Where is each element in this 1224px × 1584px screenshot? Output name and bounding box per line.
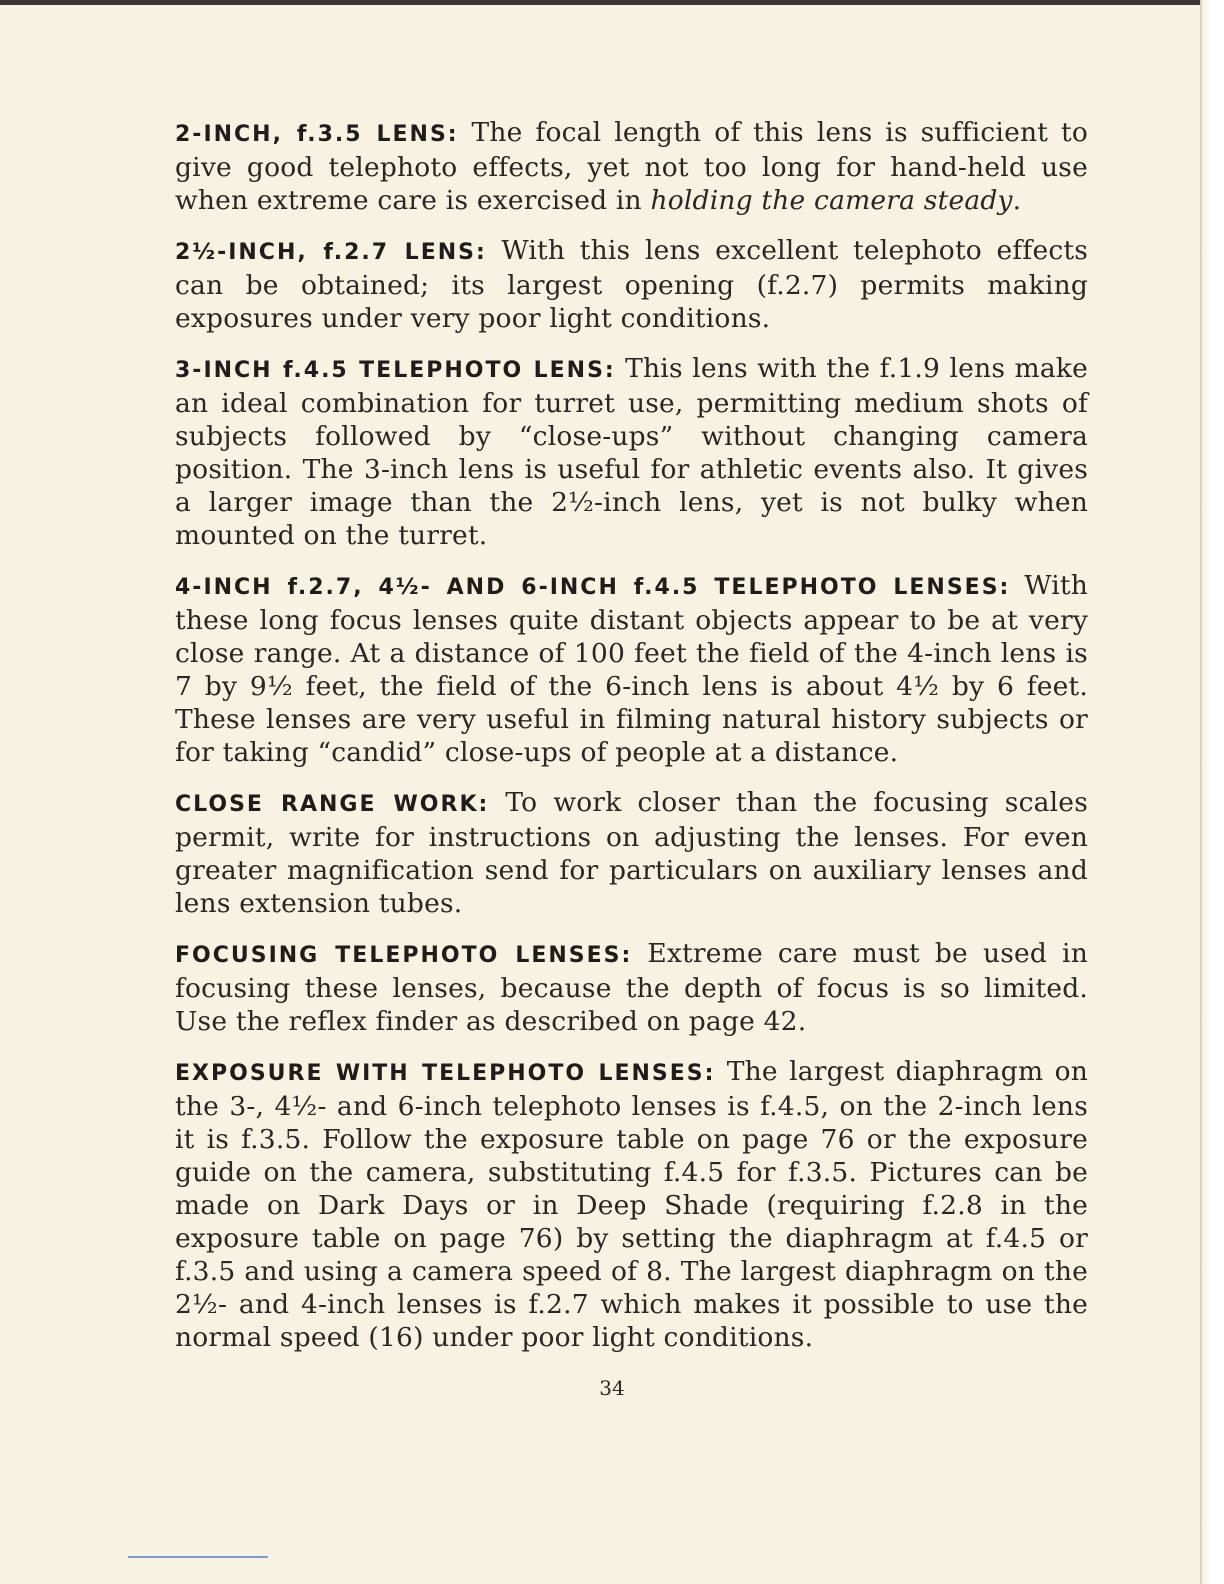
paragraph-focusing-telephoto bbox=[175, 937, 1088, 1038]
page-body bbox=[175, 116, 1088, 1371]
paragraph-2-half-inch-lens bbox=[175, 234, 1088, 335]
paragraph-2-inch-lens bbox=[175, 116, 1088, 217]
scan-artifact-stripe bbox=[128, 1556, 268, 1558]
paragraph-text: To work closer than the focusing scales permit, write for instructions on adjusting the lenses. For even greater magnification send for particulars on auxiliary lenses and lens extension tubes. bbox=[175, 787, 1088, 919]
paragraph-heading: 4-INCH f.2.7, 4½- AND 6-INCH f.4.5 TELEPHOTO LENSES: bbox=[175, 575, 1011, 600]
paragraph-text: Extreme care must be used in focusing these lenses, because the depth of focus is so limited. Use the reflex finder as described on page 42. bbox=[175, 938, 1089, 1037]
paragraph-emphasis: holding the camera steady bbox=[650, 185, 1013, 216]
paragraph-heading: FOCUSING TELEPHOTO LENSES: bbox=[175, 943, 633, 968]
paragraph-exposure-telephoto bbox=[175, 1055, 1088, 1354]
paragraph-heading: CLOSE RANGE WORK: bbox=[175, 792, 490, 817]
paragraph-text: With this lens excellent telephoto effects can be obtained; its largest opening (f.2.7) permits making exposures under very poor light conditions. bbox=[175, 235, 1089, 334]
paragraph-heading: 3-INCH f.4.5 TELEPHOTO LENS: bbox=[175, 358, 616, 383]
page-top-edge bbox=[0, 0, 1224, 5]
paragraph-text: This lens with the f.1.9 lens make an ideal combination for turret use, permitting medium shots of subjects followed by “close-ups” without changing camera position. The 3-inch lens is useful for athletic events also. It gives a larger image than the 2½-inch lens, yet is not bulky when mounted on the turret. bbox=[175, 353, 1089, 551]
paragraph-heading: 2-INCH, f.3.5 LENS: bbox=[175, 122, 459, 147]
paragraph-heading: 2½-INCH, f.2.7 LENS: bbox=[175, 240, 487, 265]
paragraph-text: The focal length of this lens is sufficient to give good telephoto effects, yet not too long for hand-held use when extreme care is exercised in bbox=[175, 117, 1089, 216]
paragraph-4-6-inch-telephoto bbox=[175, 569, 1088, 769]
page-number: 34 bbox=[599, 1376, 625, 1400]
page-right-edge bbox=[1202, 0, 1224, 1584]
paragraph-text: The largest diaphragm on the 3-, 4½- and 6-inch telephoto lenses is f.4.5, on the 2-inch lens it is f.3.5. Follow the exposure table on page 76 or the exposure guide on the camera, substituting f.4.5 for f.3.5. Pictures can be made on Dark Days or in Deep Shade (requiring f.2.8 in the exposure table on page 76) by setting the diaphragm at f.4.5 or f.3.5 and using a camera speed of 8. The largest diaphragm on the 2½- and 4-inch lenses is f.2.7 which makes it possible to use the normal speed (16) under poor light conditions. bbox=[175, 1056, 1089, 1353]
paragraph-text: With these long focus lenses quite distant objects appear to be at very close range. At a distance of 100 feet the field of the 4-inch lens is 7 by 9½ feet, the field of the 6-inch lens is about 4½ by 6 feet. These lenses are very useful in filming natural history subjects or for taking “candid” close-ups of people at a distance. bbox=[175, 570, 1088, 768]
paragraph-close-range-work bbox=[175, 786, 1088, 920]
paragraph-heading: EXPOSURE WITH TELEPHOTO LENSES: bbox=[175, 1061, 716, 1086]
paragraph-3-inch-telephoto bbox=[175, 352, 1088, 552]
paragraph-trailing: . bbox=[1012, 185, 1022, 216]
